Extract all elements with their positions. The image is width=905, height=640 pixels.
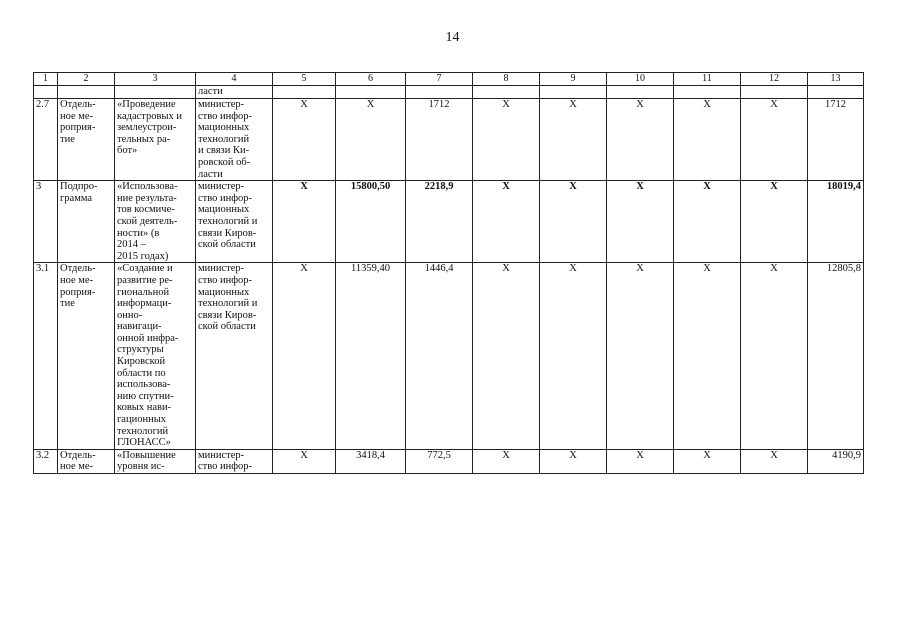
cell-col7: 772,5 xyxy=(406,449,473,473)
row-status: Отдель- ное ме- xyxy=(58,449,115,473)
budget-table xyxy=(33,72,864,474)
cell-col13: 1712 xyxy=(808,99,864,181)
column-number: 7 xyxy=(406,73,473,86)
cell-col11: X xyxy=(674,449,741,473)
column-number: 11 xyxy=(674,73,741,86)
row-number: 3 xyxy=(34,181,58,263)
row-executor: министер- ство инфор- мационных технологий и связи Киров- ской области xyxy=(196,181,273,263)
row-status: Подпро- грамма xyxy=(58,181,115,263)
row-executor: министер- ство инфор- xyxy=(196,449,273,473)
cell-col12: X xyxy=(741,181,808,263)
cell-col7: 2218,9 xyxy=(406,181,473,263)
cell-col9: X xyxy=(540,99,607,181)
column-number: 12 xyxy=(741,73,808,86)
row-status: Отдель- ное ме- роприя- тие xyxy=(58,99,115,181)
row-name: «Использова- ние результа- тов космиче- ской деятель- ности» (в 2014 – 2015 годах) xyxy=(115,181,196,263)
table-row xyxy=(34,263,864,450)
cell-col5: X xyxy=(273,181,336,263)
column-number: 8 xyxy=(473,73,540,86)
table-row xyxy=(34,449,864,473)
row-name: «Повышение уровня ис- xyxy=(115,449,196,473)
cell-col5: X xyxy=(273,263,336,450)
column-number: 2 xyxy=(58,73,115,86)
cell-col6: 11359,40 xyxy=(336,263,406,450)
cell-col10: X xyxy=(607,99,674,181)
row-status: Отдель- ное ме- роприя- тие xyxy=(58,263,115,450)
cell-col10: X xyxy=(607,181,674,263)
row-number: 3.2 xyxy=(34,449,58,473)
column-number: 6 xyxy=(336,73,406,86)
table-row xyxy=(34,181,864,263)
page-number: 14 xyxy=(445,30,460,45)
cell-col12: X xyxy=(741,449,808,473)
column-number: 13 xyxy=(808,73,864,86)
row-number: 3.1 xyxy=(34,263,58,450)
column-number: 3 xyxy=(115,73,196,86)
cell-col11: X xyxy=(674,99,741,181)
cell-col11: X xyxy=(674,263,741,450)
cell-col9: X xyxy=(540,263,607,450)
cell-col7: 1712 xyxy=(406,99,473,181)
column-number: 10 xyxy=(607,73,674,86)
cell-col12: X xyxy=(741,263,808,450)
row-executor: министер- ство инфор- мационных технологий и связи Киров- ской области xyxy=(196,263,273,450)
carry-over-row xyxy=(34,86,864,99)
row-name: «Создание и развитие ре- гиональной информаци- онно- навигаци- онной инфра- структуры Кировской области по использова- нию спутни- ковых нави- гационных технологий ГЛОНАСС» xyxy=(115,263,196,450)
column-number: 5 xyxy=(273,73,336,86)
cell-col12: X xyxy=(741,99,808,181)
cell-col5: X xyxy=(273,449,336,473)
cell-col9: X xyxy=(540,449,607,473)
cell-col13: 18019,4 xyxy=(808,181,864,263)
cell-col8: X xyxy=(473,181,540,263)
cell-col8: X xyxy=(473,449,540,473)
row-number: 2.7 xyxy=(34,99,58,181)
cell-col8: X xyxy=(473,99,540,181)
cell-col5: X xyxy=(273,99,336,181)
cell-col10: X xyxy=(607,449,674,473)
column-number: 1 xyxy=(34,73,58,86)
cell-col7: 1446,4 xyxy=(406,263,473,450)
table-row xyxy=(34,99,864,181)
column-number: 4 xyxy=(196,73,273,86)
cell-col13: 12805,8 xyxy=(808,263,864,450)
column-number: 9 xyxy=(540,73,607,86)
cell-col6: X xyxy=(336,99,406,181)
cell-col13: 4190,9 xyxy=(808,449,864,473)
cell-col10: X xyxy=(607,263,674,450)
cell-col9: X xyxy=(540,181,607,263)
row-executor: министер- ство инфор- мационных технологий и связи Ки- ровской об- ласти xyxy=(196,99,273,181)
cell-col6: 15800,50 xyxy=(336,181,406,263)
carry-over-text: ласти xyxy=(196,86,273,99)
cell-col8: X xyxy=(473,263,540,450)
cell-col6: 3418,4 xyxy=(336,449,406,473)
column-number-row xyxy=(34,73,864,86)
cell-col11: X xyxy=(674,181,741,263)
row-name: «Проведение кадастровых и землеустрои- тельных ра- бот» xyxy=(115,99,196,181)
